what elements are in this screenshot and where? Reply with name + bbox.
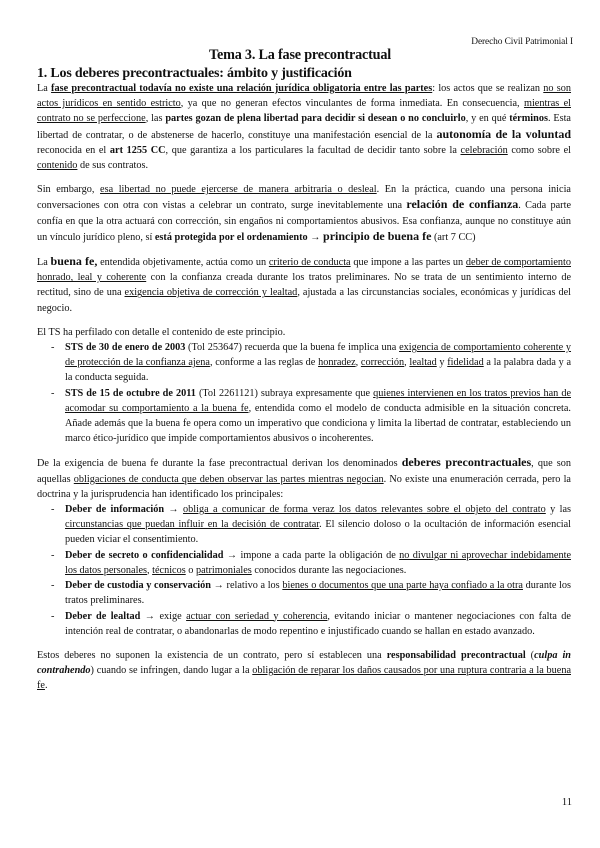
text: , [404, 357, 410, 369]
text: a la palabra dada y a la conducta seguida. [65, 357, 572, 384]
text: Sin embargo, [37, 184, 101, 196]
text: no son actos jurídicos en sentido estricto [37, 83, 572, 110]
text: con la confianza creada durante los tratos preliminares. No se trata de un sentimiento interno de rectitud, sino de una [37, 272, 571, 299]
text: → exige [140, 610, 187, 622]
text: , las [145, 113, 166, 125]
text: reconocida en el [37, 144, 110, 156]
text: honradez [318, 357, 356, 369]
text: exigencia objetiva de corrección y lealtad [124, 287, 298, 299]
text: ) cuando se infringen, dando lugar a la [90, 665, 253, 677]
text: , y en qué [465, 113, 510, 125]
text: o [185, 564, 196, 576]
text: términos [509, 113, 548, 125]
text: de sus contratos. [77, 160, 149, 172]
text: lealtad [409, 357, 437, 369]
text: . El silencio doloso o la ocultación de información esencial pueden viciar el consentimiento. [65, 519, 571, 546]
text: relación de confianza [406, 197, 519, 212]
text: esa libertad no puede ejercerse de manera arbitraria o desleal [100, 184, 377, 196]
text: corrección [360, 357, 405, 369]
text: , entendida como el modelo de conducta admisible en la situación concreta. Añade además que la buena fe opera como un imperativo que condiciona y limita la libertad de contratar, estableciendo un marco ético-jurídico que impide comportamientos abusivos o incoherentes. [65, 402, 571, 445]
text: De la exigencia de buena fe durante la fase precontractual derivan los denominados [37, 458, 402, 470]
section-heading: 1. Los deberes precontractuales: ámbito y justificación [37, 66, 352, 81]
text: obliga a comunicar de forma veraz los datos relevantes sobre el objeto del contrato [183, 504, 546, 516]
text: . [44, 680, 48, 692]
text: circunstancias que puedan influir en la decisión de contratar [65, 519, 320, 531]
text: La [37, 83, 52, 94]
text: → relativo a los [210, 580, 283, 592]
paragraph-good-faith [37, 254, 571, 316]
paragraph-confidence [37, 182, 571, 245]
dash-bullet: - [51, 504, 55, 516]
text: responsabilidad precontractual [386, 649, 526, 661]
text: obligación de reparar los daños causados por una ruptura contraria a la buena fe [37, 665, 571, 692]
list-item [37, 502, 571, 548]
text: art 1255 CC [109, 144, 166, 156]
paragraph-ts-intro: El TS ha perfilado con detalle el contenido de este principio. [37, 326, 286, 338]
list-item [37, 386, 571, 447]
dash-bullet: - [51, 549, 55, 561]
text: fidelidad [447, 357, 484, 369]
text: : los actos que se realizan [432, 83, 544, 94]
text: está protegida por el ordenamiento [154, 231, 308, 243]
text: Deber de información [65, 504, 165, 516]
text: → impone a cada parte la obligación de [223, 549, 400, 561]
text: (art 7 CC) [431, 231, 476, 243]
duties-list [37, 502, 571, 639]
text: Deber de custodia y conservación [65, 580, 211, 592]
text: STS de 15 de octubre de 2011 [65, 387, 196, 399]
text: bienes o documentos que una parte haya confiado a la otra [282, 580, 523, 592]
list-item [37, 340, 571, 386]
text: ( [525, 649, 535, 661]
text: autonomía de la voluntad [436, 126, 572, 141]
text: Deber de secreto o confidencialidad [65, 549, 224, 561]
paragraph-intro [37, 81, 571, 173]
text: , conforme a las reglas de [209, 357, 319, 369]
arrow-icon: → [164, 504, 183, 516]
text: Deber de lealtad [65, 610, 141, 622]
text: Estos deberes no suponen la existencia de un contrato, pero sí establecen una [37, 649, 387, 661]
text: y [436, 357, 448, 369]
text: . No existe una enumeración cerrada, pero la doctrina y la jurisprudencia han identificado los principales: [37, 473, 571, 500]
running-header: Derecho Civil Patrimonial I [471, 37, 573, 47]
text: no divulgar ni aprovechar indebidamente los datos personales [65, 549, 571, 576]
text: deber de comportamiento honrado, leal y coherente [37, 257, 571, 284]
text: , que son aquellas [37, 458, 571, 485]
body-text [37, 81, 571, 703]
text: contenido [37, 160, 78, 172]
text: deberes precontractuales [401, 455, 532, 470]
text: (Tol 2261121) subraya expresamente que [195, 387, 374, 399]
text: , que garantiza a los particulares la facultad de decidir tanto sobre la [165, 144, 461, 156]
text: como sobre el [507, 144, 571, 156]
text: exigencia de comportamiento coherente y de protección de la confianza ajena [65, 342, 572, 369]
dash-bullet: - [51, 387, 55, 399]
arrow-icon: → [307, 231, 324, 243]
text: durante los tratos preliminares. [65, 580, 571, 607]
text: . Esta libertad de contratar, o de abstenerse de hacerlo, constituye una manifestación esencial de la [37, 113, 571, 141]
list-item [37, 548, 571, 578]
text: , ya que no generan efectos vinculantes de forma inmediata. En consecuencia, [180, 98, 524, 110]
text: conocidos durante las negociaciones. [251, 564, 407, 576]
text: criterio de conducta [268, 257, 351, 269]
text: principio de buena fe [323, 228, 432, 243]
text: . En la práctica, cuando una persona inicia conversaciones con otra con vistas a celebrar un contrato, surge inevitablemente una [37, 184, 571, 212]
text: STS de 30 de enero de 2003 [65, 342, 186, 354]
text: que impone a las partes un [350, 257, 466, 269]
text: actuar con seriedad y coherencia [186, 610, 328, 622]
text: patrimoniales [195, 564, 252, 576]
text: celebración [460, 144, 508, 156]
text: mientras el contrato no se perfeccione [37, 98, 571, 125]
chapter-title: Tema 3. La fase precontractual [209, 47, 391, 63]
dash-bullet: - [51, 342, 55, 354]
dash-bullet: - [51, 580, 55, 592]
text: fase precontractual todavía no existe una relación jurídica obligatoria entre las partes [51, 83, 433, 94]
text: , [355, 357, 361, 369]
text: técnicos [152, 564, 186, 576]
text: , evitando iniciar o mantener negociaciones con falta de intención real de contratar, o abandonarlas de modo repentino e injustificado cuando se hallan en estado avanzado. [65, 610, 571, 637]
list-item [37, 609, 571, 639]
dash-bullet: - [51, 610, 55, 622]
text: , ajustada a las circunstancias sociales, económicas y jurídicas del negocio. [37, 287, 571, 314]
paragraph-liability [37, 648, 571, 694]
text: buena fe, [50, 254, 98, 269]
text: partes gozan de plena libertad para decidir si desean o no concluirlo [165, 113, 466, 125]
text: culpa in contrahendo [37, 649, 571, 677]
text: , [147, 564, 153, 576]
page-number: 11 [561, 797, 572, 808]
text: (Tol 253647) recuerda que la buena fe implica una [185, 342, 400, 354]
ts-list [37, 340, 571, 446]
text: entendida objetivamente, actúa como un [97, 257, 269, 269]
paragraph-duties-intro [37, 455, 571, 502]
text: quienes intervienen en los tratos previos han de acomodar su comportamiento a la buena fe [65, 387, 571, 414]
text: La [37, 257, 51, 269]
text: y las [545, 504, 572, 516]
list-item [37, 578, 571, 608]
text: obligaciones de conducta que deben observar las partes mientras negocian [73, 473, 384, 485]
text: . Cada parte confía en que la otra actuará con corrección, sin engaños ni comportamientos abusivos. Esa confianza, aunque no constituye aún un vínculo jurídico pleno, sí [37, 200, 571, 243]
